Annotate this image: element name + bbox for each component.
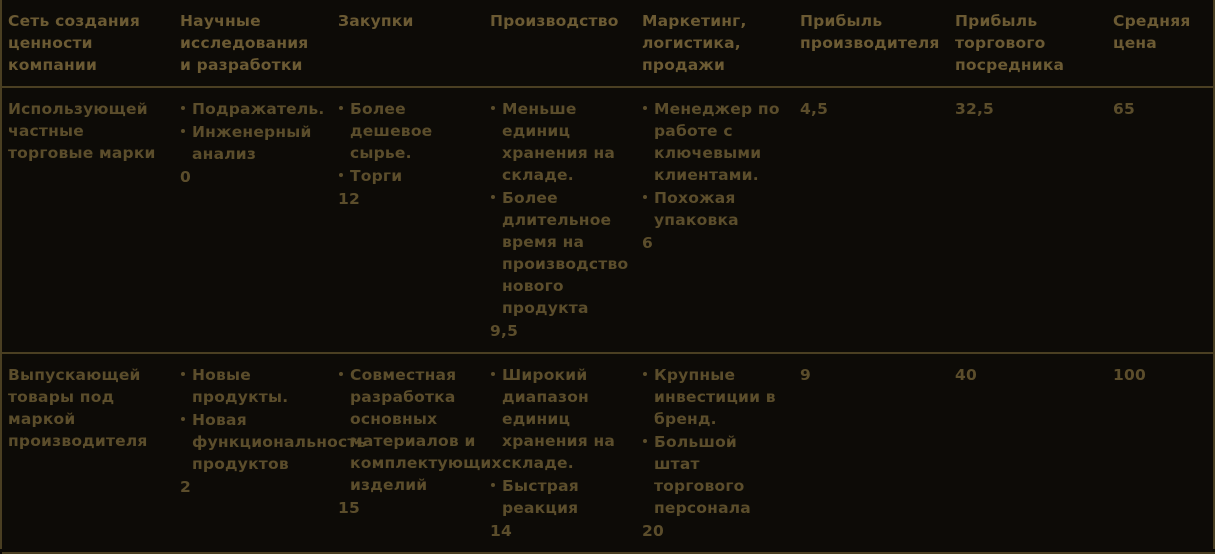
cell-reseller-profit-manufacturer-brand: 40 — [955, 366, 977, 384]
bullet-list — [490, 364, 628, 519]
column-header-reseller-profit: Прибыль торгового посредника — [949, 0, 1107, 87]
list-item: Совместная разработка основных материалов и комплектующих изделий — [338, 364, 476, 496]
bullet-list — [642, 364, 786, 519]
cell-score: 6 — [642, 234, 653, 252]
column-header-production: Производство — [484, 0, 636, 87]
cell-score: 14 — [490, 522, 512, 540]
list-item: Новая функциональность продуктов — [180, 409, 324, 475]
cell-production-private-label — [484, 87, 636, 353]
table-row — [2, 87, 1215, 353]
bullet-list — [642, 98, 786, 231]
list-item: Быстрая реакция — [490, 475, 628, 519]
cell-average-price-private-label: 65 — [1113, 100, 1135, 118]
column-header-manufacturer-profit: Прибыль производителя — [794, 0, 949, 87]
column-header-procurement: Закупки — [332, 0, 484, 87]
row-label-manufacturer-brand: Выпускающей товары под маркой производителя — [8, 366, 148, 450]
cell-score: 20 — [642, 522, 664, 540]
list-item: Новые продукты. — [180, 364, 324, 408]
list-item: Подражатель. — [180, 98, 324, 120]
column-header-value-net: Сеть создания ценности компании — [2, 0, 174, 87]
cell-procurement-private-label — [332, 87, 484, 353]
column-header-average-price: Средняя цена — [1107, 0, 1215, 87]
bullet-list — [180, 98, 324, 165]
cell-rnd-private-label — [174, 87, 332, 353]
cell-score: 12 — [338, 190, 360, 208]
list-item: Крупные инвестиции в бренд. — [642, 364, 786, 430]
cell-score: 15 — [338, 499, 360, 517]
list-item: Похожая упаковка — [642, 187, 786, 231]
table-header — [2, 0, 1215, 87]
list-item: Более дешевое сырье. — [338, 98, 476, 164]
value-net-table — [2, 0, 1215, 554]
table-body — [2, 87, 1215, 553]
bullet-list — [338, 98, 476, 187]
list-item: Инженерный анализ — [180, 121, 324, 165]
cell-marketing-manufacturer-brand — [636, 353, 794, 553]
table-row — [2, 353, 1215, 553]
list-item: Торги — [338, 165, 476, 187]
column-header-rnd: Научные исследования и разработки — [174, 0, 332, 87]
bullet-list — [180, 364, 367, 475]
cell-marketing-private-label — [636, 87, 794, 353]
cell-manufacturer-profit-private-label: 4,5 — [800, 100, 829, 118]
bullet-list — [338, 364, 502, 496]
cell-reseller-profit-private-label: 32,5 — [955, 100, 995, 118]
bullet-list — [490, 98, 628, 319]
row-label-private-label: Использующей частные торговые марки — [8, 100, 156, 162]
column-header-marketing: Маркетинг, логистика, продажи — [636, 0, 794, 87]
list-item: Широкий диапазон единиц хранения на складе. — [490, 364, 628, 474]
cell-score: 2 — [180, 478, 191, 496]
list-item: Меньше единиц хранения на складе. — [490, 98, 628, 186]
list-item: Менеджер по работе с ключевыми клиентами. — [642, 98, 786, 186]
cell-score: 0 — [180, 168, 191, 186]
header-row — [2, 0, 1215, 87]
list-item: Большой штат торгового персонала — [642, 431, 786, 519]
cell-manufacturer-profit-manufacturer-brand: 9 — [800, 366, 811, 384]
list-item: Более длительное время на производство нового продукта — [490, 187, 628, 319]
cell-average-price-manufacturer-brand: 100 — [1113, 366, 1146, 384]
cell-production-manufacturer-brand — [484, 353, 636, 553]
cell-score: 9,5 — [490, 322, 519, 340]
